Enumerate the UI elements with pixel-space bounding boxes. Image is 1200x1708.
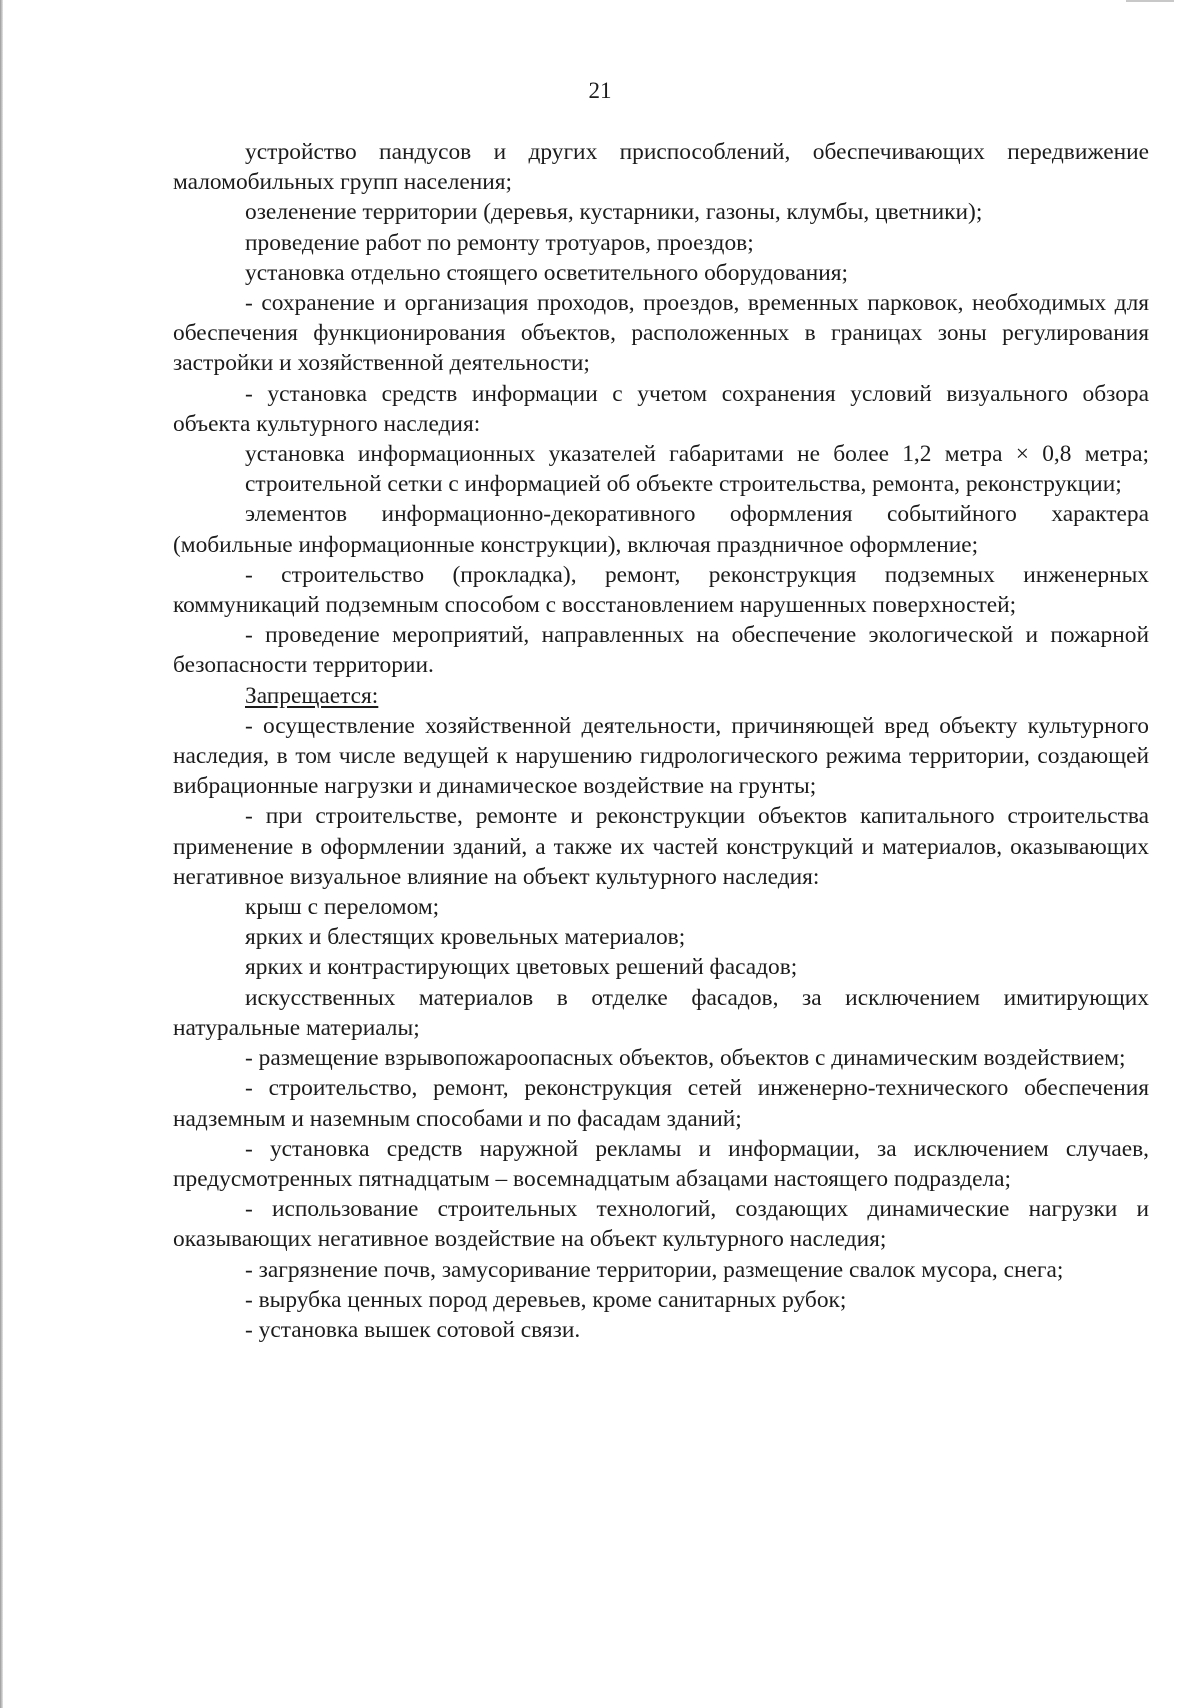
paragraph-shiny-roofing: ярких и блестящих кровельных материалов; — [245, 924, 686, 951]
paragraph-info-signs — [173, 439, 1149, 469]
prohibited-heading-text: Запрещается: — [245, 682, 379, 709]
paragraph-landscaping: озеленение территории (деревья, кустарники, газоны, клумбы, цветники); — [245, 199, 983, 226]
paragraph-soil-pollution: - загрязнение почв, замусоривание территории, размещение свалок мусора, снега; — [245, 1256, 1064, 1283]
paragraph-sidewalk-repair: проведение работ по ремонту тротуаров, проездов; — [245, 229, 754, 256]
paragraph-explosive-objects: - размещение взрывопожароопасных объектов, объектов с динамическим воздействием; — [245, 1045, 1126, 1072]
page-number: 21 — [588, 78, 612, 103]
document-body — [173, 137, 1149, 1345]
paragraph-contrasting-colors: ярких и контрастирующих цветовых решений фасадов; — [245, 954, 798, 981]
paragraph-lighting: установка отдельно стоящего осветительного оборудования; — [245, 259, 849, 286]
paragraph-decorative-elements: элементов информационно-декоративного оформления событийного характера (мобильные информационные конструкции), включая праздничное оформление; — [173, 501, 1149, 558]
paragraph-outdoor-advertising: - установка средств наружной рекламы и информации, за исключением случаев, предусмотренных пятнадцатым – восемнадцатым абзацами настоящего подраздела; — [173, 1135, 1149, 1192]
paragraph-broken-roofs: крыш с переломом; — [245, 894, 440, 921]
paragraph-ramps: устройство пандусов и других приспособлений, обеспечивающих передвижение маломобильных групп населения; — [173, 139, 1149, 196]
paragraph-info-signs-text: установка информационных указателей габаритами не более 1,2 метра × 0,8 метра; — [245, 441, 1149, 468]
paragraph-negative-visual-materials: - при строительстве, ремонте и реконструкции объектов капитального строительства применение в оформлении зданий, а также их частей конструкций и материалов, оказывающих негативное визуальное влияние на объект культурного наследия: — [173, 803, 1149, 890]
paragraph-artificial-materials: искусственных материалов в отделке фасадов, за исключением имитирующих натуральные материалы; — [173, 984, 1149, 1041]
paragraph-passages-parking: - сохранение и организация проходов, проездов, временных парковок, необходимых для обеспечения функционирования объектов, расположенных в границах зоны регулирования застройки и хозяйственной деятельности; — [173, 290, 1149, 377]
paragraph-underground-utilities: - строительство (прокладка), ремонт, реконструкция подземных инженерных коммуникаций подземным способом с восстановлением нарушенных поверхностей; — [173, 561, 1149, 619]
paragraph-construction-technologies: - использование строительных технологий, создающих динамические нагрузки и оказывающих негативное воздействие на объект культурного наследия; — [173, 1196, 1149, 1253]
paragraph-information-means: - установка средств информации с учетом сохранения условий визуального обзора объекта культурного наследия: — [173, 380, 1149, 437]
scan-corner-mark — [1126, 0, 1174, 2]
paragraph-tree-felling: - вырубка ценных пород деревьев, кроме санитарных рубок; — [245, 1286, 847, 1313]
prohibited-heading — [173, 681, 1149, 711]
paragraph-ecological-safety: - проведение мероприятий, направленных на обеспечение экологической и пожарной безопасности территории. — [173, 622, 1149, 679]
paragraph-construction-net: строительной сетки с информацией об объекте строительства, ремонта, реконструкции; — [245, 471, 1122, 498]
scan-left-edge — [0, 0, 3, 1708]
paragraph-cell-towers: - установка вышек сотовой связи. — [245, 1316, 581, 1343]
paragraph-overhead-networks: - строительство, ремонт, реконструкция сетей инженерно-технического обеспечения надземным и наземным способами и по фасадам зданий; — [173, 1075, 1149, 1132]
paragraph-harmful-activity: - осуществление хозяйственной деятельности, причиняющей вред объекту культурного наследия, в том числе ведущей к нарушению гидрологического режима территории, создающей вибрационные нагрузки и динамическое воздействие на грунты; — [173, 712, 1149, 800]
